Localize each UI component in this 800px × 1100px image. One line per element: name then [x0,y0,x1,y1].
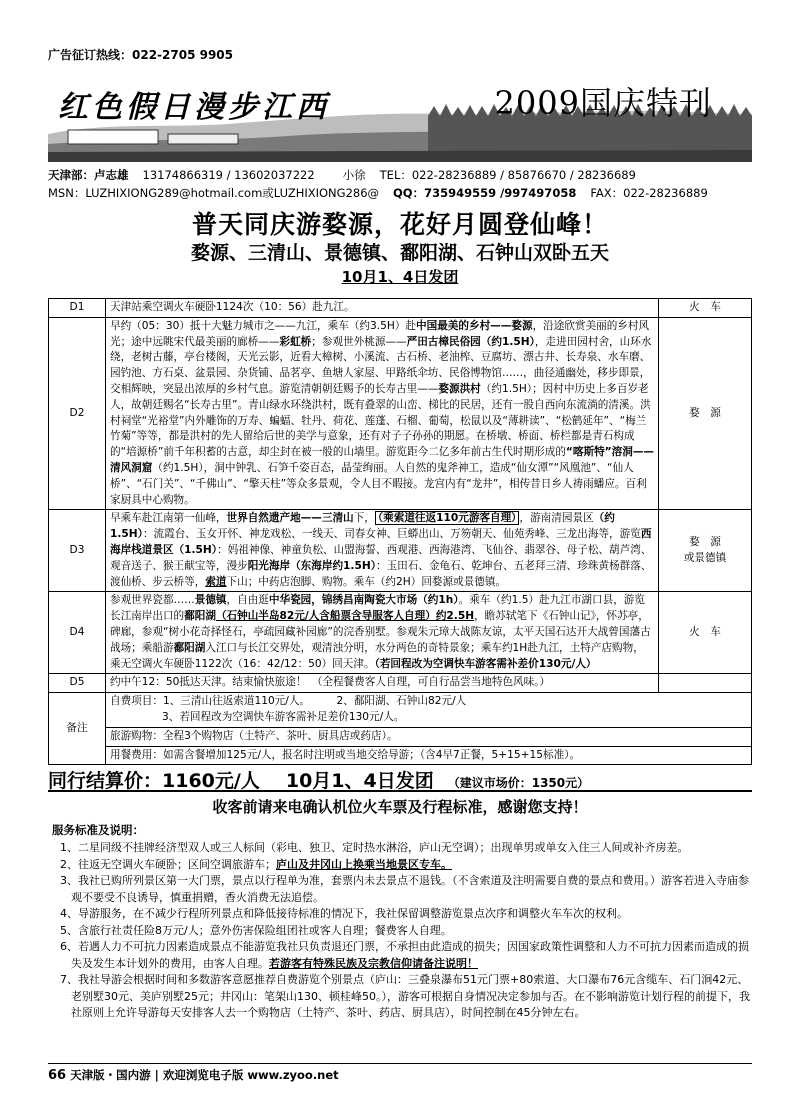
day-description: 早约（05：30）抵十大魅力城市之——九江，乘车（约3.5H）赴中国最美的乡村——婺源，沿途欣赏美丽的乡村风光；途中远眺宋代最美丽的廊桥——彩虹桥；参观世外桃源——严田古樟民俗园（约1.5H），走进田园村舍，山环水绕，老树古藤，亭台楼阁，天光云影，近看大樟树、小溪流、古石桥、老油榨、豆腐坊、漂古井、长寿泉、水车磨、园钓池、方石桌、盆景园、杂货铺、品茗亭、鱼塘人家屋、甲路纸伞坊、民俗博物馆……，曲径通幽处，移步即景，交相辉映，突显出浓厚的乡村气息。游览清朝朝廷赐予的长寿古里——婺源洪村（约1.5H）；因村中历史上多百岁老人，故朝廷赐名“长寿古里”。青山绿水环绕洪村，既有叠翠的山峦、梯比的民居，还有一股自西向东流淌的清溪。洪村祠堂“光裕堂”内外雕饰的万寿、蝙蝠、牡丹、荷花、莲蓬、石榴、葡萄，松鼠以及“薄耕读”、“松鹤延年”、“梅兰竹菊”等等，都是洪村的先人留给后世的美学与意象，还有对子子孙孙的期愿。在桥墩、桥面、桥栏都是青石构成的“培源桥”前千年积蓄的古意，却尘封在被一般的山墙里。游览距今二亿多年前古生代时期形成的“喀斯特”溶洞——清风洞窟（约1.5H），洞中钟乳、石笋千姿百态，晶莹绚丽。人自然的鬼斧神工，造成“仙女潭”“风凰池”、“仙人桥”、“石门关”、“千佛山”、“擎天柱”等众多景观，令人目不暇接。龙宫内有“龙井”，相传昔日乡人祷雨蟠应。百利家厨具中心购物。 [106,317,659,510]
contact-name-2: 小徐 [342,168,366,182]
itinerary-row [49,317,752,510]
main-headline: 普天同庆游婺源，花好月圆登仙峰！ [191,210,608,239]
itinerary-row [49,674,752,693]
day-label: D4 [49,592,106,674]
terms-list [60,840,750,1022]
contact-line-1 [48,167,752,183]
booking-notice: 收客前请来电确认机位火车票及行程标准，感谢您支持！ [212,798,588,816]
contact-tel: TEL：022-28236889 / 85876670 / 28236689 [379,168,636,182]
terms-item: 1、二星同级不挂牌经济型双人或三人标间（彩电、独卫、定时热水淋浴，庐山无空调）；出现单男或单女入住三人间或补齐房差。 [60,841,689,854]
notes-shopping: 旅游购物：全程3个购物店（土特产、茶叶、厨具店或药店）。 [106,727,752,746]
price-label: 同行结算价： [48,770,163,792]
day-description: 约中午12：50抵达天津。结束愉快旅途！ （全程餐费客人自理，可自行品尝当地特色风味。） [106,674,659,693]
day-label: D5 [49,674,106,693]
terms-item: 6、若遇人力不可抗力因素造成景点不能游览我社只负责退还门票，不承担由此造成的损失；因国家政策性调整和人力不可抗力因素而造成的损失及发生本计划外的费用，由客人自理。若游客有特殊民族及宗教信仰请备注说明！ [60,940,749,970]
day-description: 早乘车赴江南第一仙峰，世界自然遗产地——三清山下， （乘索道往返110元游客自理） ，游南清园景区（约1.5H）：流霞台、玉女开怀、神龙戏松、一线天、司春女神、巨蟒出山、万笏朝天、仙苑秀峰、三龙出海等，游览西海岸栈道景区（1.5H）：妈祖神像、神童负松、山盟海誓、西观港、西海港湾、飞仙谷、翡翠谷、母子松、葫芦湾、观音送子、猴王献宝等，漫步阳光海岸（东海岸约1.5H）：玉田石、金龟石、乾坤台、五老拜三清、珍珠黄杨群落、渡仙桥、步云桥等，索道下山；中药店泡脚、购物。乘车（约2H）回婺源或景德镇。 [106,510,659,592]
itinerary-row [49,299,752,318]
terms-item: 5、含旅行社责任险8万元/人；意外伤害保险组团社或客人自理；餐费客人自理。 [60,923,452,937]
itinerary-row [49,510,752,592]
contact-msn: MSN：LUZHIXIONG289@hotmail.com或LUZHIXIONG286@ [48,186,380,200]
notes-row [49,727,752,746]
terms-title: 服务标准及说明： [52,823,144,837]
notes-row [49,693,752,728]
notes-label: 备注 [49,693,106,765]
price-amount: 1160元/人 [162,770,260,792]
banner [48,72,752,162]
contact-fax: FAX：022-28236889 [590,186,708,200]
contact-qq: QQ：735949559 /997497058 [393,186,577,200]
page-footer [48,1063,752,1083]
itinerary-table [48,298,752,765]
contact-dept-label: 天津部： [48,168,94,182]
banner-right-title: 2009国庆特刊 [494,84,712,122]
day-label: D3 [49,510,106,592]
terms-item: 3、我社已购所列景区第一大门票，景点以行程单为准，套票内未去景点不退钱。（不含索道及注明需要自费的景点和费用。）游客若进入寺庙参观不要受不良诱导，慎重捐赠，香火消费无法追偿。 [60,874,749,904]
terms-item: 4、导游服务，在不减少行程所列景点和降低接待标准的情况下，我社保留调整游览景点次序和调整火车车次的权利。 [60,907,628,920]
banner-left-title: 红色假日漫步江西 [58,90,330,125]
day-transport [659,674,752,693]
itinerary-row [49,592,752,674]
day-label: D1 [49,299,106,318]
notes-self-pay: 自费项目：1、三清山往返索道110元/人。 2、鄱阳湖、石钟山82元/人 3、若回程改为空调快车游客需补足差价130元/人。 [106,693,752,728]
day-transport: 火 车 [659,592,752,674]
terms-item: 2、往返无空调火车硬卧；区间空调旅游车；庐山及井冈山上换乘当地景区专车。 [60,857,452,871]
day-description: 参观世界瓷都……景德镇，自由逛中华瓷园，锦绣昌南陶瓷大市场（约1h）。乘车（约1.5）赴九江市湖口县，游览长江南岸出口的鄱阳湖（石钟山半岛82元/人含船票含导服客人自理）约2.5H，瞻苏轼笔下《石钟山记》，怀苏亭，碑廊，参观“树小花奇择怪石，亭疏园藏补园廊”的浣香别墅。参观朱元璋大战陈友谅，太平天国石达开大战曾国藩古战场；乘船游鄱阳湖入江口与长江交界处，观清浊分明，水分两色的奇特景象；乘车约1H赴九江，土特产店购物，乘无空调火车硬卧1122次（16：42/12：50）回天津。（若回程改为空调快车游客需补差价130元/人） [106,592,659,674]
notes-row [49,746,752,765]
day-transport: 婺 源 或景德镇 [659,510,752,592]
day-transport: 婺 源 [659,317,752,510]
depart-dates: 10月1、4日发团 [341,268,459,286]
day-transport: 火 车 [659,299,752,318]
sub-headline: 婺源、三清山、景德镇、鄱阳湖、石钟山双卧五天 [190,242,609,264]
day-description: 天津站乘空调火车硬卧1124次（10：56）赴九江。 [106,299,659,318]
contact-phones: 13174866319 / 13602037222 [142,168,315,182]
footer-text: 天津版・国内游 | 欢迎浏览电子版 www.zyoo.net [70,1068,339,1082]
page-number: 66 [48,1068,67,1083]
contact-name: 卢志雄 [94,168,129,182]
day-label: D2 [49,317,106,510]
market-price: （建议市场价：1350元） [447,776,590,790]
ad-hotline: 广告征订热线：022-2705 9905 [48,48,234,62]
terms-item: 7、我社导游会根据时间和多数游客意愿推荐自费游览个别景点（庐山：三叠泉瀑布51元门票+80索道、大口瀑布76元含缆车、石门涧42元、老别墅30元、美庐别墅25元；井冈山：笔架山130、顿桂峰50。），游客可根据自身情况决定参加与否。在不影响游览计划行程的前提下，我社原则上允许导游每天安排客人去一个购物店（土特产、茶叶、药店、厨具店），时间控制在45分钟左右。 [60,973,750,1019]
notes-meals: 用餐费用：如需含餐增加125元/人，报名时注明或当地交给导游；（含4早7正餐，5+15+15标准）。 [106,746,752,765]
price-bar [48,766,752,792]
contact-line-2 [48,185,752,201]
price-depart-dates: 10月1、4日发团 [285,770,434,792]
